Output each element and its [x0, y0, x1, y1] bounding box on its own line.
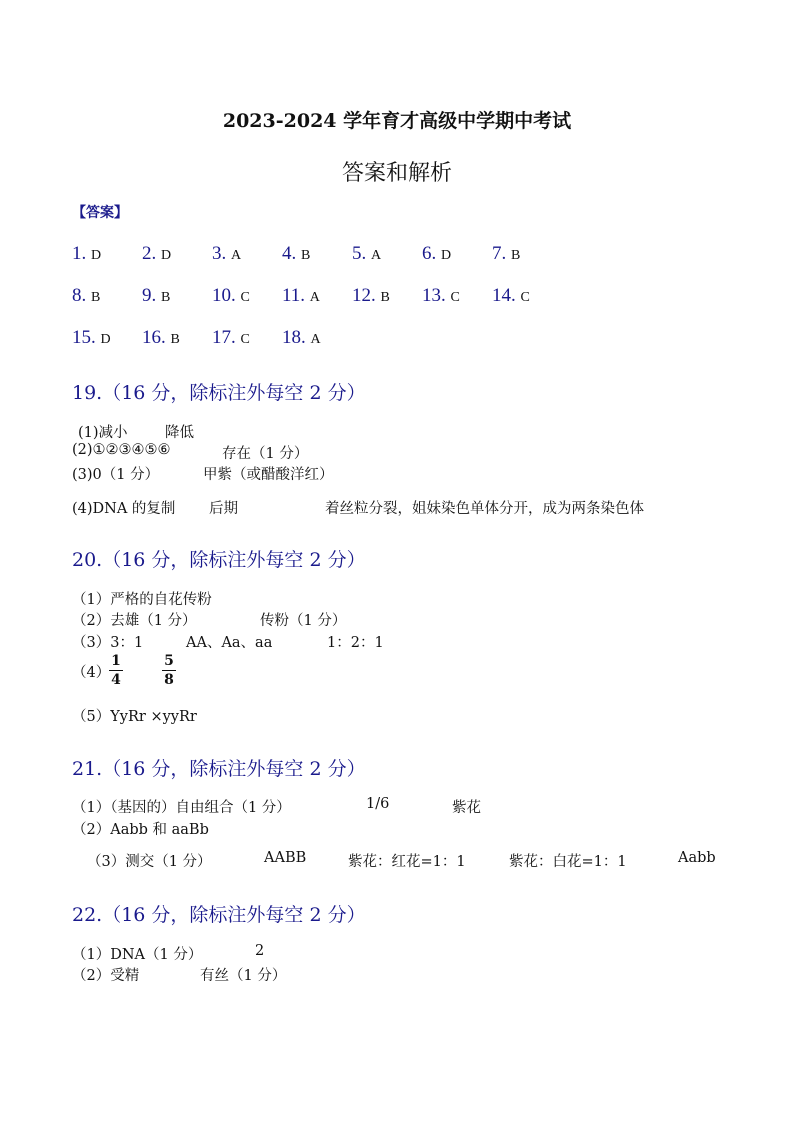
- mc-answer: [282, 327, 321, 349]
- q21-line1-c: 紫花: [452, 800, 481, 816]
- mc-answer: [492, 243, 520, 265]
- q21-line3-c: 紫花：红花=1：1: [348, 854, 466, 870]
- mc-answer: [212, 285, 250, 307]
- q20-line2-a: （2）去雄（1 分）: [72, 613, 197, 629]
- mc-letter: B: [511, 248, 521, 263]
- mc-number: 8.: [72, 285, 87, 306]
- mc-number: 3.: [212, 243, 227, 264]
- mc-answer: [282, 243, 310, 265]
- mc-number: 1.: [72, 243, 87, 264]
- mc-letter: B: [161, 290, 171, 305]
- q21-line3-d: 紫花：白花=1：1: [509, 854, 627, 870]
- fraction-numerator: 1: [111, 653, 121, 669]
- q20-line3-b: AA、Aa、aa: [186, 635, 273, 651]
- mc-letter: B: [301, 248, 311, 263]
- mc-number: 15.: [72, 327, 96, 348]
- mc-letter: A: [309, 290, 320, 305]
- q19-line1-b: 降低: [165, 425, 194, 441]
- mc-letter: D: [161, 248, 172, 263]
- q22-line1-a: （1）DNA（1 分）: [72, 947, 203, 963]
- page-title: 2023-2024 学年育才高级中学期中考试: [222, 110, 572, 132]
- mc-number: 10.: [212, 285, 236, 306]
- q19-line2-b: 存在（1 分）: [222, 446, 309, 462]
- mc-number: 9.: [142, 285, 157, 306]
- mc-number: 18.: [282, 327, 306, 348]
- mc-letter: C: [240, 290, 250, 305]
- mc-answer: [142, 243, 171, 265]
- mc-answer: [422, 285, 460, 307]
- fraction-denominator: 4: [111, 672, 121, 688]
- fraction-bar: [162, 670, 176, 671]
- mc-answer: [142, 285, 170, 307]
- mc-letter: A: [231, 248, 242, 263]
- q20-line1: （1）严格的自花传粉: [72, 592, 212, 608]
- q19-line4-b: 后期: [209, 501, 238, 517]
- q20-line4: （4）: [72, 665, 111, 681]
- q21-line1-a: （1）（基因的）自由组合（1 分）: [72, 800, 291, 816]
- mc-number: 17.: [212, 327, 236, 348]
- q22-line2-a: （2）受精: [72, 968, 140, 984]
- mc-answer: [352, 243, 381, 265]
- mc-letter: D: [441, 248, 452, 263]
- mc-letter: B: [170, 332, 180, 347]
- mc-answer: [352, 285, 390, 307]
- mc-number: 4.: [282, 243, 297, 264]
- q19-heading: 19.（16 分，除标注外每空 2 分）: [72, 382, 366, 404]
- mc-letter: B: [91, 290, 101, 305]
- answer-tag: 【答案】: [72, 205, 128, 221]
- q21-heading: 21.（16 分，除标注外每空 2 分）: [72, 758, 366, 780]
- mc-answer: [72, 243, 101, 265]
- mc-number: 13.: [422, 285, 446, 306]
- q21-line3-b: AABB: [264, 850, 307, 866]
- mc-number: 16.: [142, 327, 166, 348]
- mc-number: 6.: [422, 243, 437, 264]
- q19-line2-a: (2)①②③④⑤⑥: [72, 442, 171, 458]
- q19-line1-a: (1)减小: [78, 425, 128, 441]
- mc-answer: [282, 285, 320, 307]
- q19-line3-a: (3)0（1 分）: [72, 467, 160, 483]
- mc-letter: C: [240, 332, 250, 347]
- mc-letter: D: [91, 248, 102, 263]
- q21-line3-e: Aabb: [678, 850, 716, 866]
- mc-number: 2.: [142, 243, 157, 264]
- fraction-five-eighths: [162, 653, 176, 688]
- q19-line4-a: (4)DNA 的复制: [72, 501, 176, 517]
- mc-letter: C: [520, 290, 530, 305]
- mc-answer: [212, 243, 241, 265]
- q22-line2-b: 有丝（1 分）: [200, 968, 287, 984]
- q21-line2: （2）Aabb 和 aaBb: [72, 822, 209, 838]
- fraction-numerator: 5: [164, 653, 174, 669]
- mc-number: 14.: [492, 285, 516, 306]
- mc-letter: B: [380, 290, 390, 305]
- q22-line1-b: 2: [255, 943, 265, 959]
- mc-number: 11.: [282, 285, 306, 306]
- q22-heading: 22.（16 分，除标注外每空 2 分）: [72, 904, 366, 926]
- mc-number: 5.: [352, 243, 367, 264]
- mc-answer: [72, 285, 100, 307]
- q20-heading: 20.（16 分，除标注外每空 2 分）: [72, 549, 366, 571]
- mc-answer: [422, 243, 451, 265]
- q19-line4-c: 着丝粒分裂，姐妹染色单体分开，成为两条染色体: [325, 501, 644, 517]
- page-subtitle: 答案和解析: [341, 161, 452, 186]
- fraction-bar: [109, 670, 123, 671]
- q19-line3-b: 甲紫（或醋酸洋红）: [203, 467, 334, 483]
- q20-line3-a: （3）3：1: [72, 635, 144, 651]
- mc-letter: A: [371, 248, 382, 263]
- mc-answer: [212, 327, 250, 349]
- q21-line1-b: 1/6: [366, 796, 390, 812]
- q20-line2-b: 传粉（1 分）: [260, 613, 347, 629]
- q20-line3-c: 1：2：1: [327, 635, 384, 651]
- mc-answer: [492, 285, 530, 307]
- mc-letter: C: [450, 290, 460, 305]
- q21-line3-a: （3）测交（1 分）: [87, 854, 212, 870]
- mc-answer: [142, 327, 180, 349]
- mc-number: 12.: [352, 285, 376, 306]
- mc-letter: D: [100, 332, 111, 347]
- q20-line5: （5）YyRr ×yyRr: [72, 709, 197, 725]
- mc-letter: A: [310, 332, 321, 347]
- fraction-one-quarter: [109, 653, 123, 688]
- mc-answer: [72, 327, 111, 349]
- mc-number: 7.: [492, 243, 507, 264]
- fraction-denominator: 8: [164, 672, 174, 688]
